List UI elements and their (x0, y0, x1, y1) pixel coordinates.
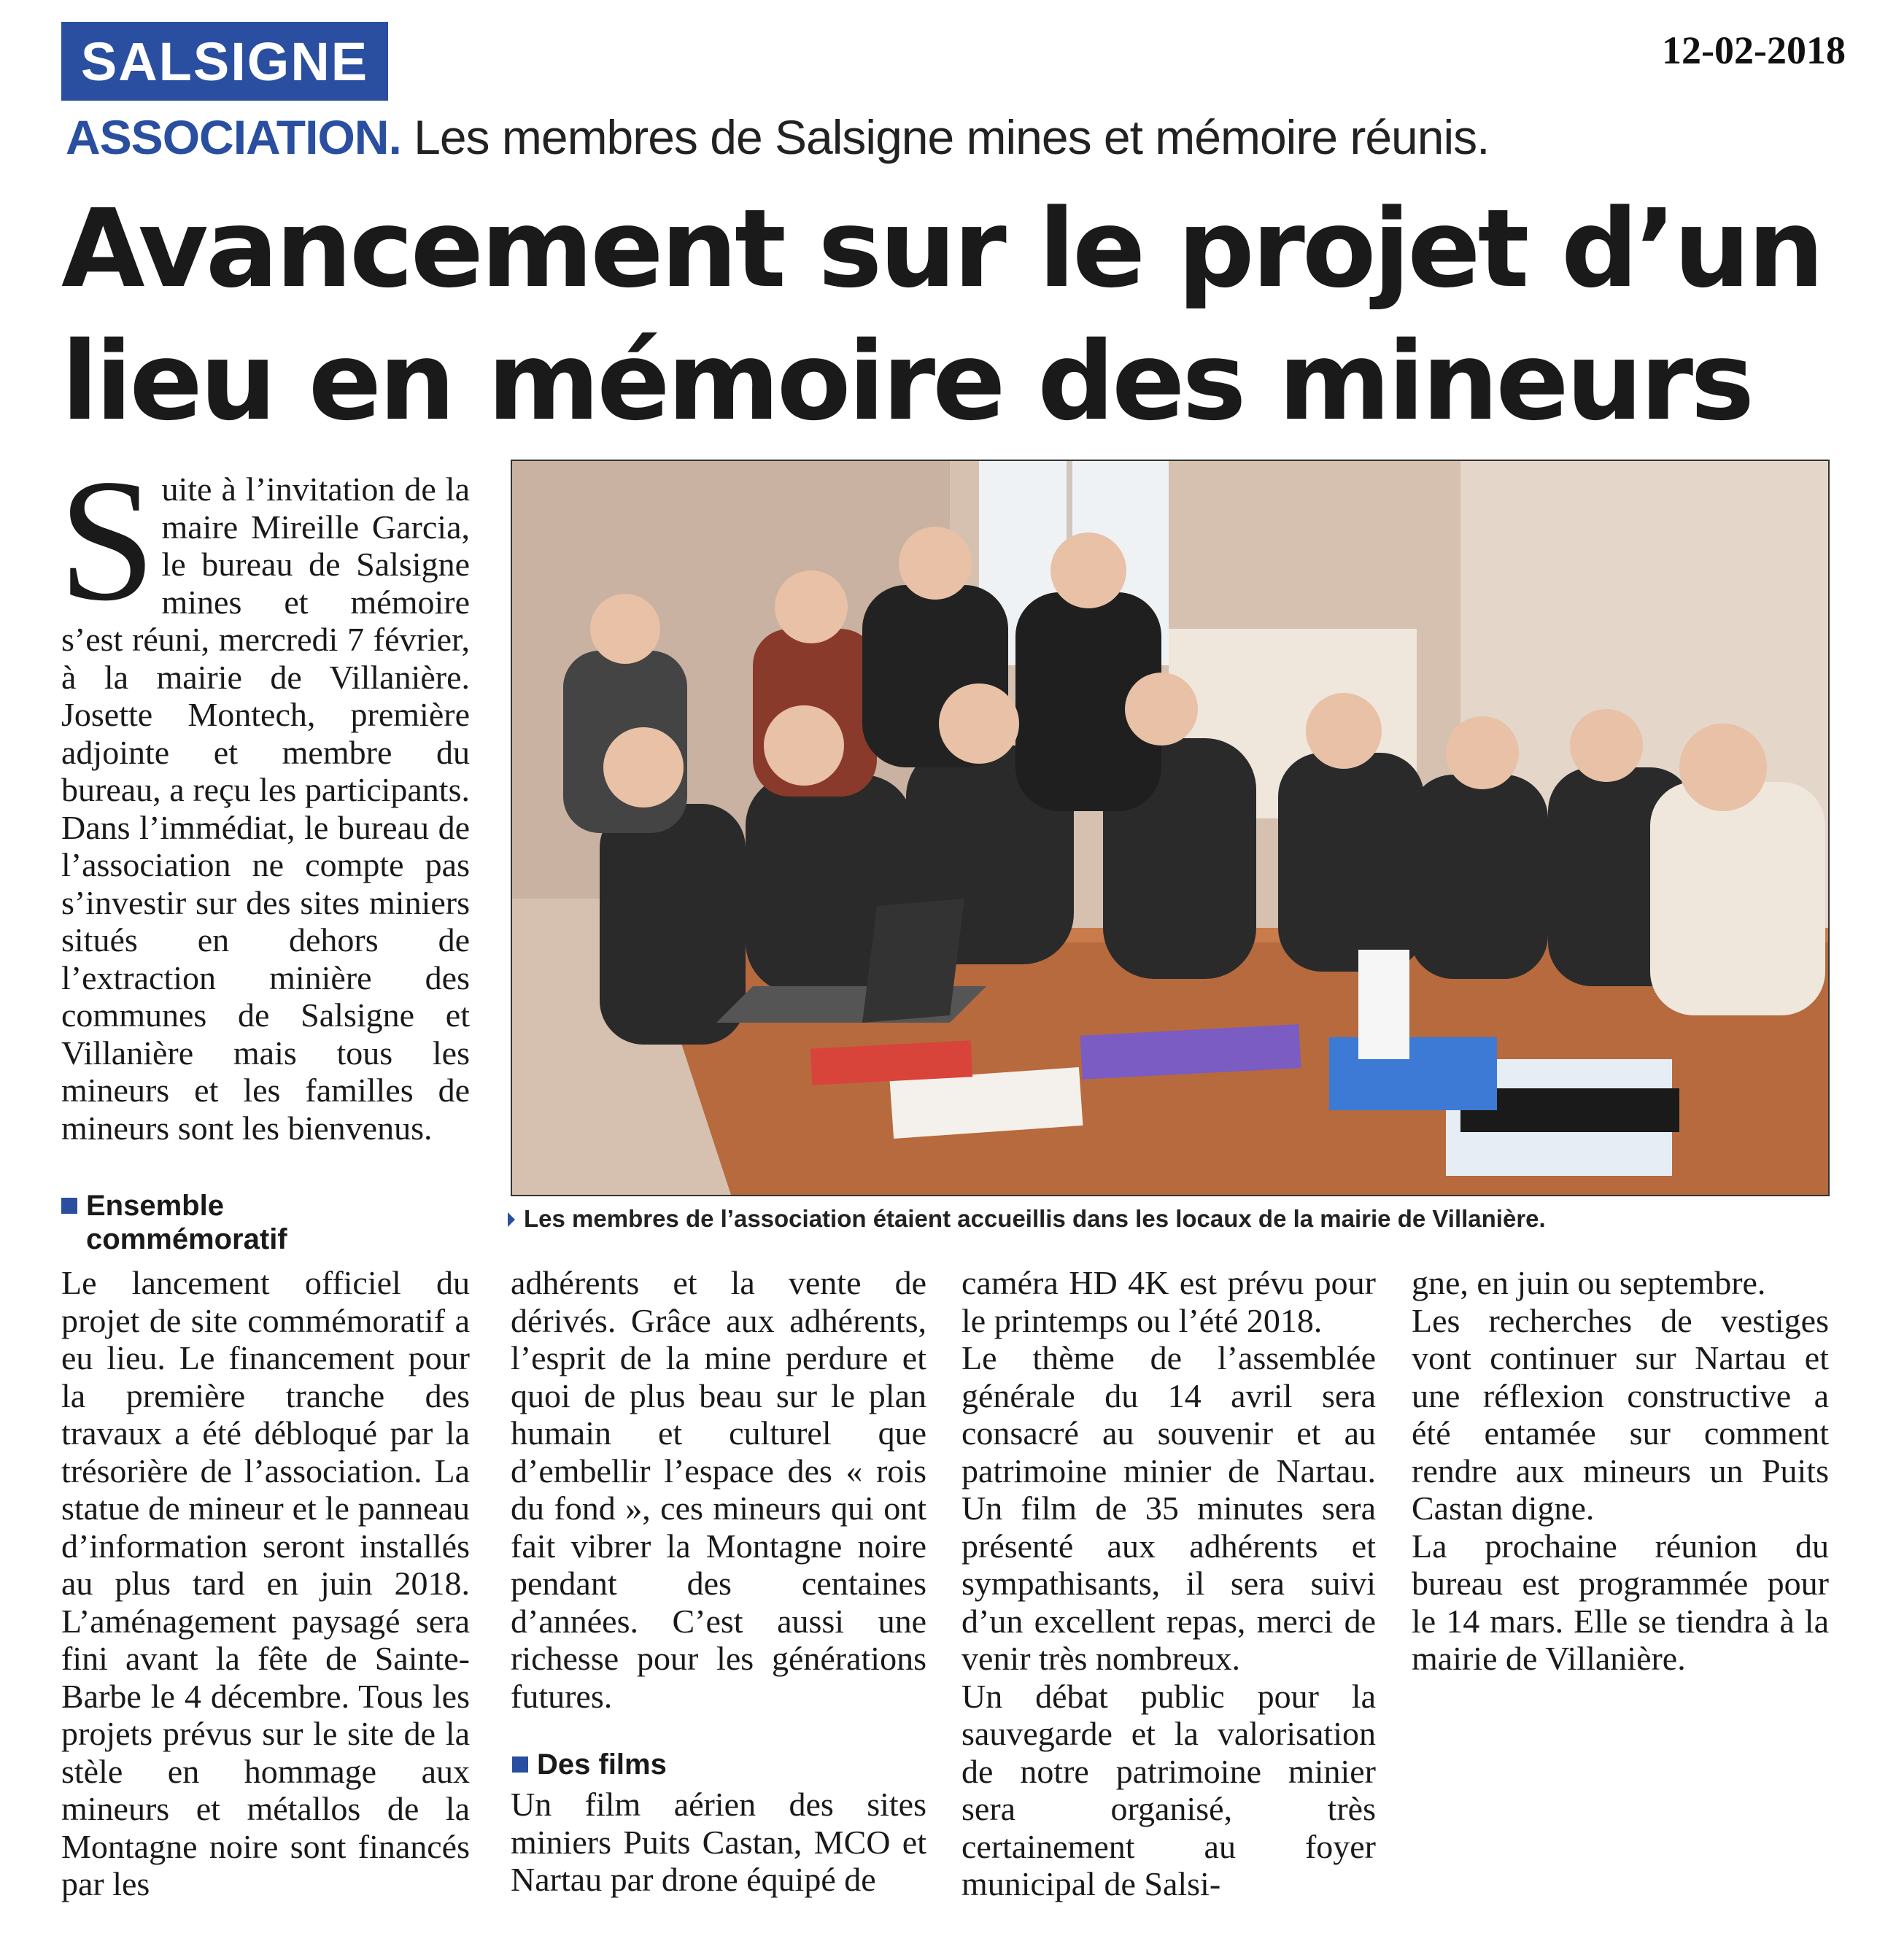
section-rubric: SALSIGNE (61, 22, 388, 101)
column3-paragraph-3: Un débat public pour la sauvegarde et la valorisation de notre patrimoine minier sera organisé, très certainement au foyer municipal de Salsi- (961, 1677, 1376, 1902)
subhead-films (537, 1748, 902, 1781)
column4-paragraph-3: La prochaine réunion du bureau est programmée pour le 14 mars. Elle se tiendra à la mairie de Villanière. (1412, 1527, 1829, 1677)
column2-text: adhérents et la vente de dérivés. Grâce aux adhérents, l’esprit de la mine perdure et quoi de plus beau sur le plan humain et culturel que d’embellir l’espace des « rois du fond », ces mineurs qui ont fait vibrer la Montagne noire pendant des centaines d’années. C’est aussi une richesse pour les générations futures. (511, 1264, 926, 1715)
publication-date: 12-02-2018 (1662, 28, 1846, 72)
subhead-square-icon (512, 1756, 528, 1773)
headline-line-2: lieu en mémoire des mineurs (61, 319, 1752, 444)
subhead-ensemble-text: Ensemble commémoratif (86, 1190, 287, 1255)
column4-paragraph-1: gne, en juin ou septembre. (1412, 1264, 1766, 1301)
subhead-films-text: Des films (537, 1748, 667, 1781)
subhead-square-icon (61, 1198, 77, 1214)
section1-text: Le lancement officiel du projet de site commémoratif a eu lieu. Le financement pour la première tranche des travaux a été débloqué par la trésorière de l’association. La statue de mineur et le panneau d’information seront installés au plus tard en juin 2018. L’aménagement paysagé sera fini avant la fête de Sainte-Barbe le 4 décembre. Tous les projets prévus sur le site de la stèle en hommage aux mineurs et métallos de la Montagne noire sont financés par les (61, 1264, 470, 1902)
kicker-text: Les membres de Salsigne mines et mémoire réunis. (401, 110, 1490, 164)
column4 (1412, 1264, 1829, 1678)
column3 (961, 1264, 1376, 1903)
section2-text: Un film aérien des sites miniers Puits Castan, MCO et Nartau par drone équipé de (511, 1786, 926, 1898)
drop-cap: S (58, 443, 156, 637)
caption-marker-icon (508, 1212, 515, 1227)
intro-text: uite à l’invitation de la maire Mireille Garcia, le bureau de Salsigne mines et mémoire s’est réuni, mercredi 7 février, à la mairie de Villanière. Josette Montech, première adjointe et membre du bureau, a reçu les participants. Dans l’immédiat, le bureau de l’association ne compte pas s’investir sur des sites miniers situés en dehors de l’extraction minière des communes de Salsigne et Villanière mais tous les mineurs et les familles de mineurs sont les bienvenus. (61, 470, 470, 1147)
headline-line-1: Avancement sur le projet d’un (61, 186, 1822, 311)
column3-paragraph-2: Le thème de l’assemblée générale du 14 avril sera consacré au souvenir et au patrimoine minier de Nartau. Un film de 35 minutes sera présenté aux adhérents et sympathisants, il sera suivi d’un excellent repas, merci de venir très nombreux. (961, 1339, 1376, 1677)
caption-text: Les membres de l’association étaient accueillis dans les locaux de la mairie de Villanière. (524, 1205, 1546, 1232)
meeting-photo (511, 460, 1830, 1196)
column3-paragraph-1: caméra HD 4K est prévu pour le printemps ou l’été 2018. (961, 1264, 1376, 1339)
intro-paragraph (58, 443, 470, 1147)
meeting-photo-illustration (512, 461, 1828, 1195)
subhead-ensemble (86, 1189, 392, 1256)
column4-paragraph-2: Les recherches de vestiges vont continuer sur Nartau et une réflexion constructive a été entamée sur comment rendre aux mineurs un Puits Castan digne. (1412, 1301, 1829, 1527)
kicker-keyword: ASSOCIATION. (66, 110, 401, 164)
headline (61, 182, 1856, 448)
photo-caption (508, 1205, 1843, 1233)
kicker (66, 109, 1846, 165)
